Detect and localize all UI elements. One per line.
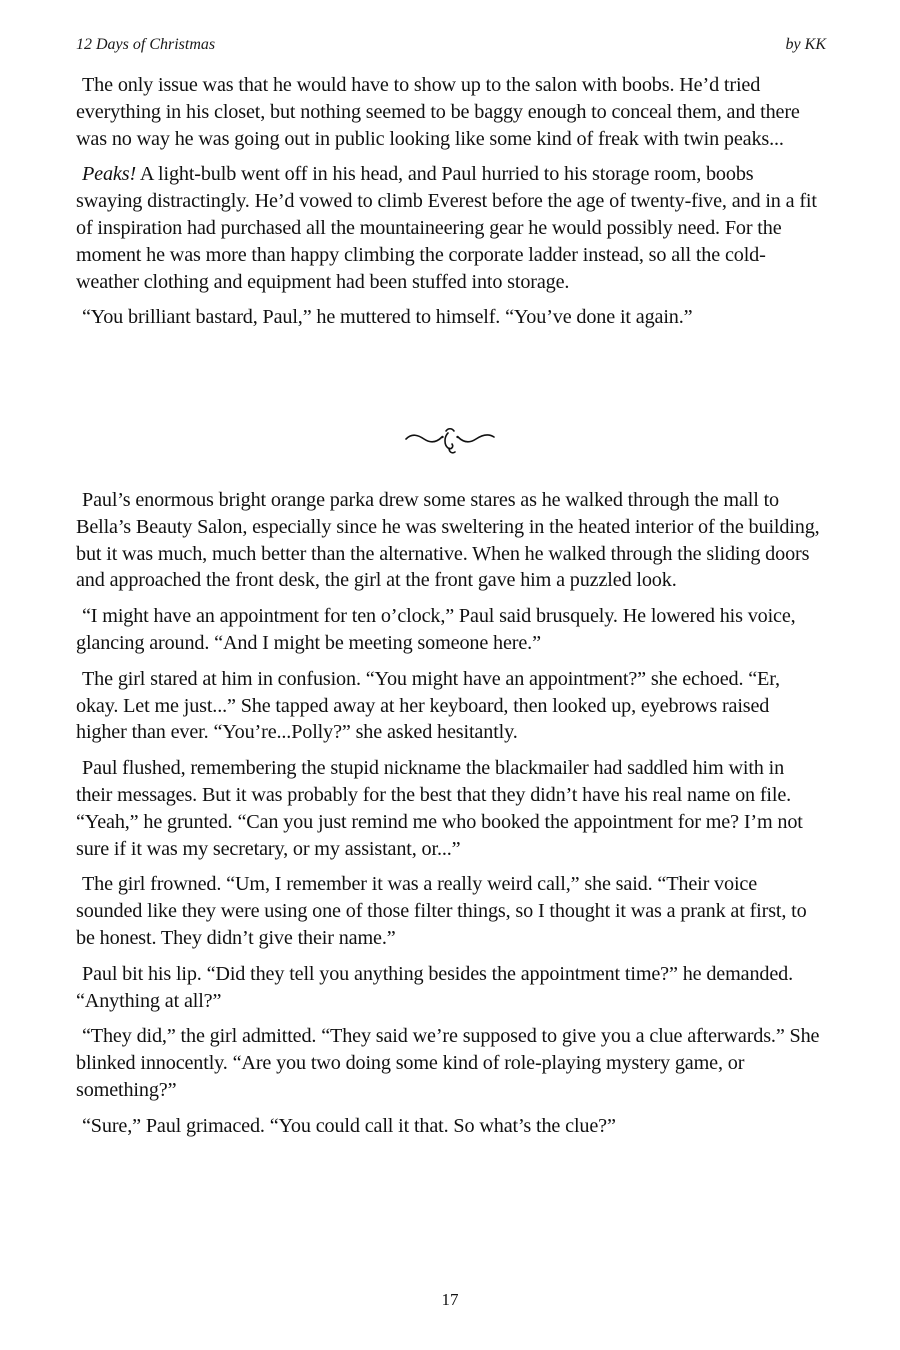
paragraph: Paul’s enormous bright orange parka drew some stares as he walked through the mall to Bella’s Beauty Salon, especially since he was sweltering in the heated interior of the building, but it was much, much better than the alternative. When he walked through the sliding doors and approached the front desk, the girl at the front gave him a puzzled look. (76, 489, 820, 592)
text-section-2 (76, 487, 824, 1149)
page-number: 17 (441, 1290, 459, 1309)
book-title: 12 Days of Christmas (76, 36, 216, 53)
scene-break (0, 420, 900, 460)
paragraph: “Sure,” Paul grimaced. “You could call it that. So what’s the clue?” (82, 1114, 616, 1137)
paragraph: “I might have an appointment for ten o’clock,” Paul said brusquely. He lowered his voice, glancing around. “And I might be meeting someone here.” (76, 605, 796, 654)
paragraph: The girl stared at him in confusion. “You might have an appointment?” she echoed. “Er, okay. Let me just...” She tapped away at her keyboard, then looked up, eyebrows raised higher than ever. “You’re...Polly?” she asked hesitantly. (76, 667, 780, 744)
running-header (76, 36, 826, 56)
paragraph: Paul flushed, remembering the stupid nickname the blackmailer had saddled him with in their messages. But it was probably for the best that they didn’t have his real name on file. “Yeah,” he grunted. “Can you just remind me who booked the appointment for me? I’m not sure if it was my secretary, or my assistant, or...” (76, 757, 803, 860)
paragraph: The girl frowned. “Um, I remember it was a really weird call,” she said. “Their voice sounded like they were using one of those filter things, so I thought it was a prank at first, to be honest. They didn’t give their name.” (76, 873, 807, 949)
ornamental-flourish-icon (402, 423, 498, 457)
paragraph: “They did,” the girl admitted. “They said we’re supposed to give you a clue afterwards.” She blinked innocently. “Are you two doing some kind of role-playing mystery game, or something?” (76, 1025, 820, 1101)
paragraph: Paul bit his lip. “Did they tell you anything besides the appointment time?” he demanded. “Anything at all?” (76, 962, 794, 1012)
italic-lead: Peaks! (82, 163, 137, 186)
text-section-1 (76, 72, 824, 340)
paragraph: The only issue was that he would have to show up to the salon with boobs. He’d tried everything in his closet, but nothing seemed to be baggy enough to conceal them, and there was no way he was going out in public looking like some kind of freak with twin peaks... (76, 74, 800, 150)
author-credit: by KK (785, 36, 826, 53)
paragraph: Peaks! A light-bulb went off in his head, and Paul hurried to his storage room, boobs swaying distractingly. He’d vowed to climb Everest before the age of twenty-five, and in a fit of inspiration had purchased all the mountaineering gear he would possibly need. For the moment he was more than happy climbing the corporate ladder instead, so all the cold-weather clothing and equipment had been stuffed into storage. (76, 163, 817, 293)
paragraph: “You brilliant bastard, Paul,” he muttered to himself. “You’ve done it again.” (82, 306, 693, 329)
